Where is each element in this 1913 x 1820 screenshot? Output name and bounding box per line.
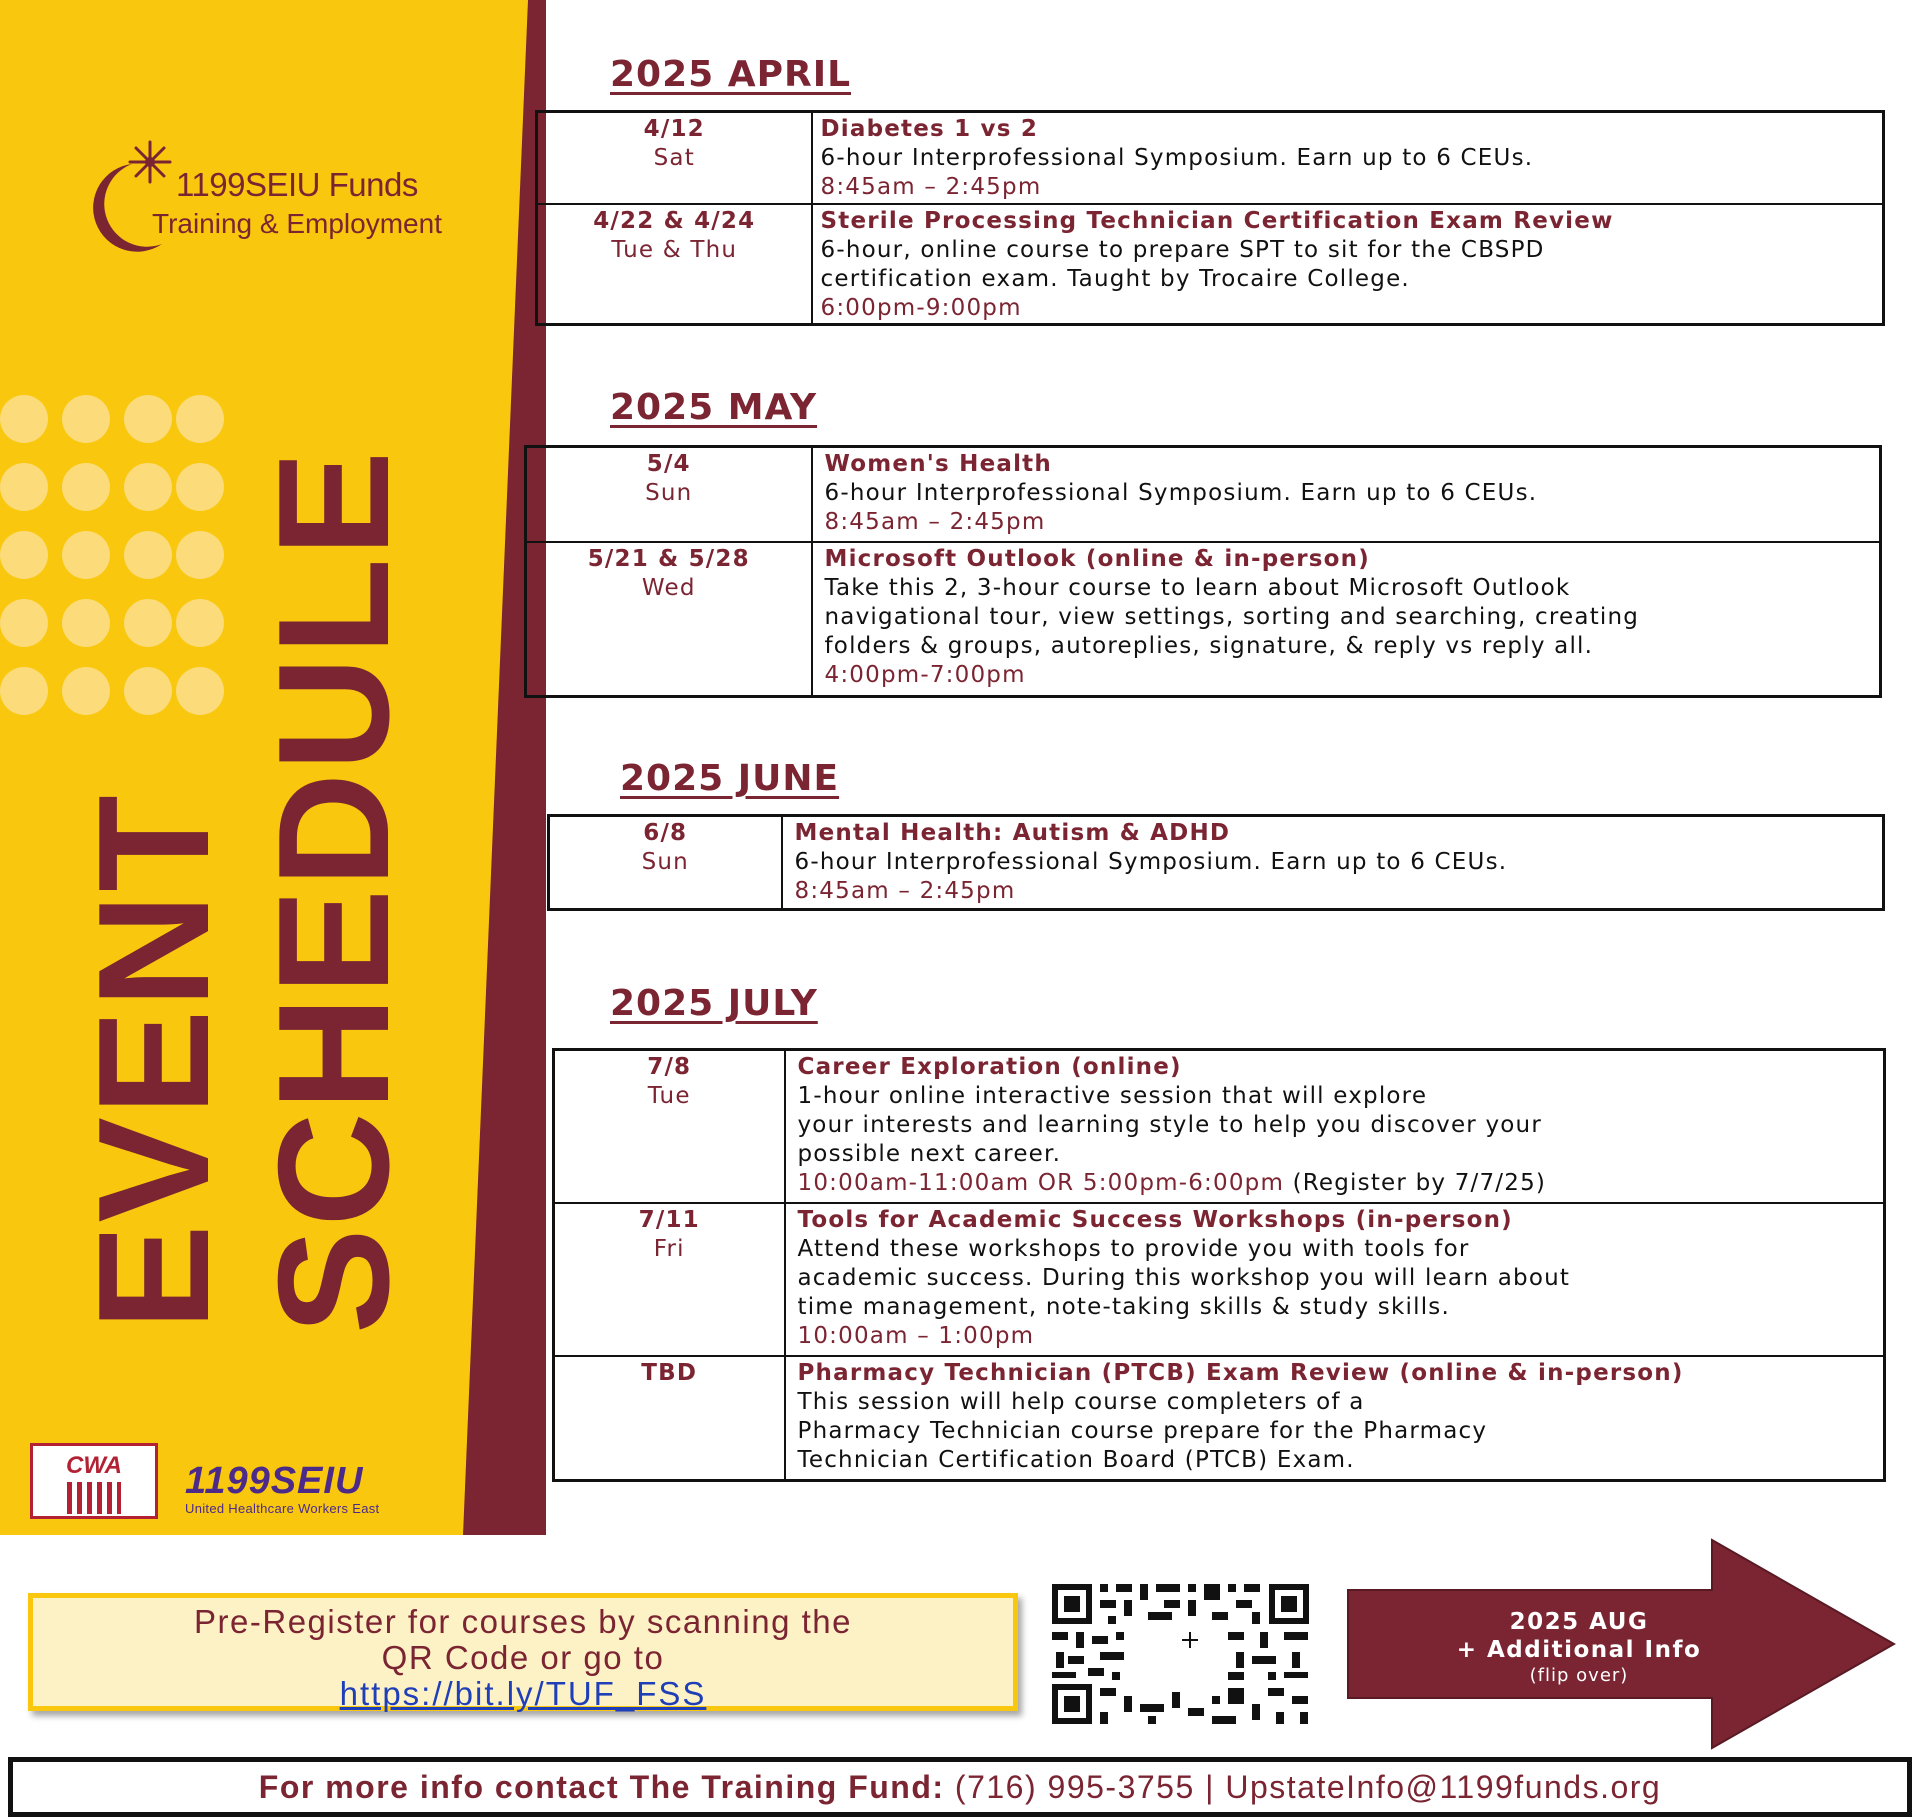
event-description: possible next career. — [797, 1141, 1062, 1167]
event-title: Microsoft Outlook (online & in-person) — [824, 545, 1370, 572]
event-time: 8:45am – 2:45pm — [794, 878, 1016, 904]
cwa-shield-icon — [67, 1482, 121, 1514]
event-title: Tools for Academic Success Workshops (in-person) — [797, 1206, 1513, 1233]
seiu-logo-subtitle: United Healthcare Workers East — [185, 1501, 380, 1516]
event-date: 5/4 — [646, 451, 691, 477]
month-heading-april: 2025 APRIL — [610, 54, 852, 95]
seiu-logo-text: 1199SEIU — [185, 1460, 364, 1502]
event-date-cell — [554, 1356, 785, 1481]
event-detail-cell — [785, 1050, 1885, 1203]
event-date-cell — [537, 204, 812, 325]
crescent-star-icon — [70, 138, 190, 258]
title-word-event: EVENT — [66, 793, 242, 1330]
event-day: Tue & Thu — [611, 236, 738, 263]
table-row — [549, 816, 1884, 910]
event-description: academic success. During this workshop you will learn about — [797, 1264, 1571, 1291]
contact-details: (716) 995-3755 | UpstateInfo@1199funds.org — [954, 1769, 1662, 1805]
event-time: 6:00pm-9:00pm — [820, 294, 1022, 321]
logo-title: 1199SEIU Funds — [176, 166, 418, 203]
arrow-flip-label: (flip over) — [1529, 1665, 1629, 1686]
arrow-month-label: 2025 AUG — [1509, 1609, 1649, 1635]
event-description: your interests and learning style to help you discover your — [797, 1112, 1542, 1138]
event-day: Sun — [645, 480, 693, 506]
event-detail-cell — [812, 112, 1884, 204]
event-detail-cell — [782, 816, 1884, 910]
event-time: 4:00pm-7:00pm — [824, 661, 1026, 688]
month-heading-july: 2025 JULY — [610, 983, 818, 1024]
event-time: 8:45am – 2:45pm — [824, 509, 1046, 535]
event-detail-cell — [785, 1203, 1885, 1356]
event-date-cell — [549, 816, 782, 910]
event-date-cell — [526, 542, 812, 697]
event-date: 4/12 — [643, 116, 705, 142]
training-fund-logo — [70, 138, 440, 258]
event-description: navigational tour, view settings, sorting and searching, creating — [824, 603, 1640, 630]
event-title: Women's Health — [824, 451, 1052, 477]
event-date: 5/21 & 5/28 — [587, 545, 750, 572]
event-description: 6-hour Interprofessional Symposium. Earn up to 6 CEUs. — [820, 145, 1534, 171]
event-title: Sterile Processing Technician Certification Exam Review — [820, 207, 1614, 234]
event-description: folders & groups, autoreplies, signature, & reply vs reply all. — [824, 632, 1594, 659]
event-day: Wed — [641, 574, 696, 601]
event-description: Take this 2, 3-hour course to learn about Microsoft Outlook — [824, 574, 1571, 601]
event-date: TBD — [641, 1359, 698, 1386]
left-branding-panel — [0, 0, 546, 1535]
event-date-cell — [537, 112, 812, 204]
event-title: Mental Health: Autism & ADHD — [794, 820, 1231, 846]
event-day: Sat — [653, 145, 695, 171]
event-description: Attend these workshops to provide you with tools for — [797, 1235, 1470, 1262]
event-detail-cell — [812, 542, 1881, 697]
event-time: 10:00am-11:00am OR 5:00pm-6:00pm — [797, 1170, 1285, 1196]
table-row — [526, 447, 1881, 542]
event-registration-note: (Register by 7/7/25) — [1284, 1170, 1547, 1196]
event-description: 1-hour online interactive session that will explore — [797, 1083, 1428, 1109]
logo-subtitle: Training & Employment — [152, 208, 442, 239]
month-heading-june: 2025 JUNE — [620, 758, 840, 799]
april-schedule-table — [535, 110, 1885, 326]
event-description: 6-hour Interprofessional Symposium. Earn up to 6 CEUs. — [824, 480, 1538, 506]
registration-link[interactable]: https://bit.ly/TUF_FSS — [339, 1675, 707, 1712]
seiu-logo — [185, 1462, 445, 1514]
contact-label: For more info contact The Training Fund: — [258, 1769, 945, 1805]
table-row — [537, 112, 1884, 204]
table-row — [554, 1356, 1885, 1481]
event-title: Pharmacy Technician (PTCB) Exam Review (online & in-person) — [797, 1359, 1684, 1386]
pre-register-box — [28, 1593, 1018, 1711]
table-row — [526, 542, 1881, 697]
event-day: Fri — [653, 1235, 685, 1262]
event-detail-cell — [812, 447, 1881, 542]
event-description: 6-hour Interprofessional Symposium. Earn up to 6 CEUs. — [794, 849, 1508, 875]
month-heading-may: 2025 MAY — [610, 387, 818, 428]
cwa-logo — [30, 1443, 158, 1519]
event-time: 10:00am – 1:00pm — [797, 1322, 1035, 1349]
event-description: This session will help course completers of a — [797, 1388, 1365, 1415]
table-row — [554, 1203, 1885, 1356]
event-detail-cell — [785, 1356, 1885, 1481]
event-date: 7/11 — [638, 1206, 700, 1233]
event-date-cell — [554, 1203, 785, 1356]
next-page-arrow-text — [1346, 1608, 1812, 1688]
arrow-info-label: + Additional Info — [1456, 1637, 1702, 1663]
pre-register-text-line2: QR Code or go to — [381, 1639, 665, 1676]
pre-register-text-line1: Pre-Register for courses by scanning the — [194, 1603, 852, 1640]
event-date-cell — [526, 447, 812, 542]
event-description: certification exam. Taught by Trocaire College. — [820, 265, 1410, 292]
event-description: time management, note-taking skills & study skills. — [797, 1293, 1450, 1320]
event-schedule-title — [66, 398, 435, 1338]
event-date-cell — [554, 1050, 785, 1203]
june-schedule-table — [547, 814, 1885, 911]
event-description: 6-hour, online course to prepare SPT to sit for the CBSPD — [820, 236, 1545, 263]
july-schedule-table — [552, 1048, 1886, 1482]
qr-code[interactable] — [1048, 1580, 1313, 1728]
event-day: Sun — [641, 849, 689, 875]
title-word-schedule: SCHEDULE — [246, 448, 422, 1334]
event-date: 7/8 — [647, 1054, 692, 1080]
event-description: Technician Certification Board (PTCB) Exam. — [797, 1446, 1355, 1473]
event-time: 8:45am – 2:45pm — [820, 174, 1042, 200]
table-row — [554, 1050, 1885, 1203]
event-day: Tue — [647, 1083, 691, 1109]
event-detail-cell — [812, 204, 1884, 325]
event-date: 6/8 — [643, 820, 688, 846]
table-row — [537, 204, 1884, 325]
event-description: Pharmacy Technician course prepare for the Pharmacy — [797, 1417, 1488, 1444]
event-title: Career Exploration (online) — [797, 1054, 1182, 1080]
contact-bar — [8, 1757, 1912, 1817]
may-schedule-table — [524, 445, 1882, 698]
cwa-logo-text: CWA — [66, 1452, 122, 1479]
event-title: Diabetes 1 vs 2 — [820, 116, 1039, 142]
event-date: 4/22 & 4/24 — [593, 207, 756, 234]
qr-code-icon — [1048, 1580, 1313, 1728]
